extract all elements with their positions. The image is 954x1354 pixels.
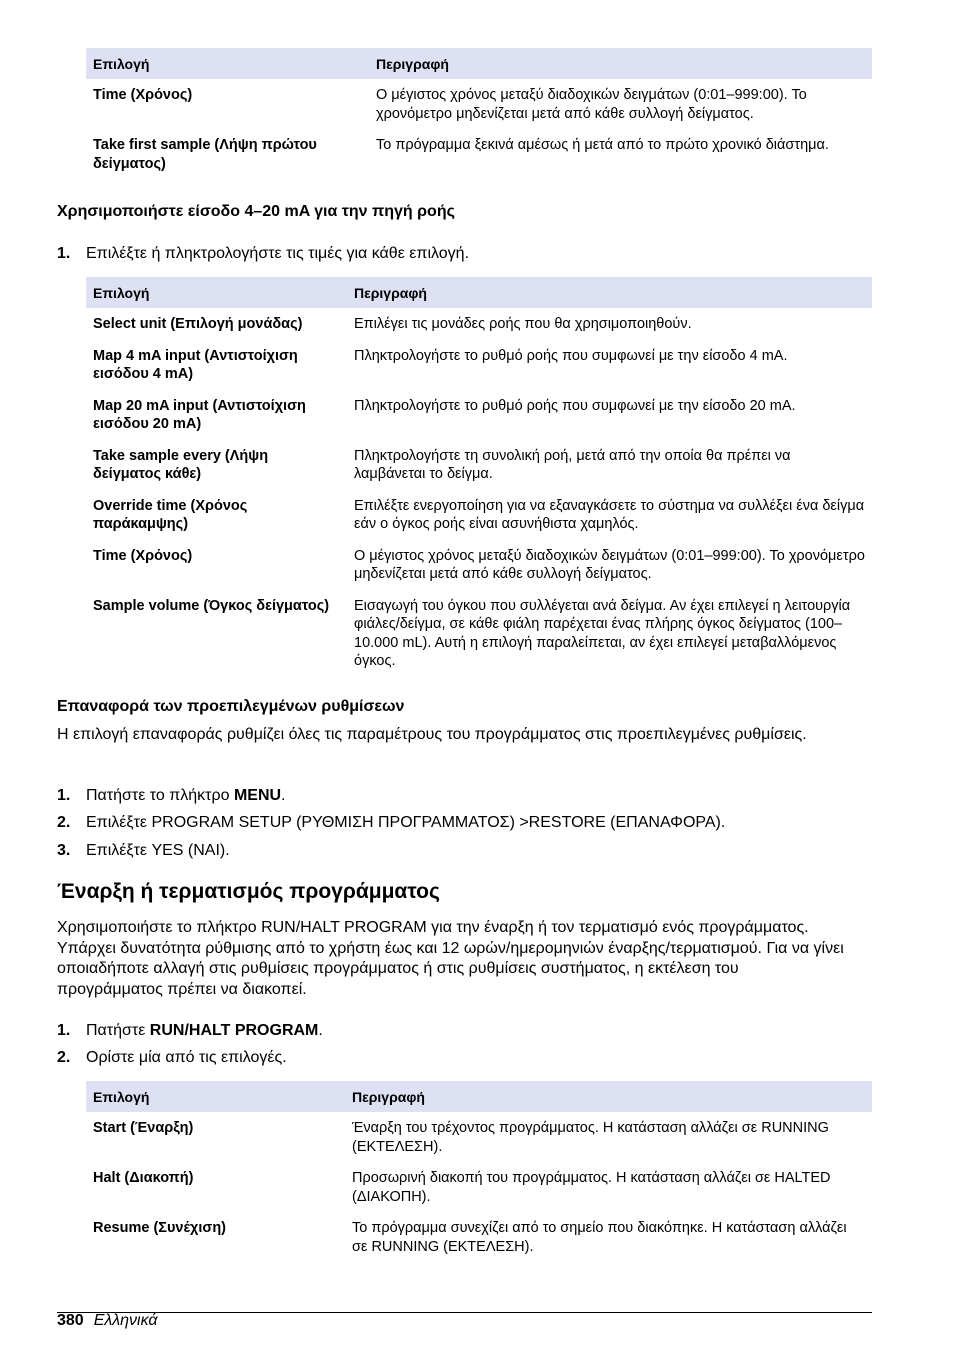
description-cell: Πληκτρολογήστε το ρυθμό ροής που συμφωνεί με την είσοδο 4 mA.	[354, 347, 788, 364]
column-header-option: Επιλογή	[86, 1081, 345, 1112]
description-cell: Το πρόγραμμα ξεκινά αμέσως ή μετά από το πρώτο χρονικό διάστημα.	[376, 137, 829, 153]
section-heading-4-20ma: Χρησιμοποιήστε είσοδο 4–20 mA για την πηγή ροής	[57, 203, 455, 220]
table-row	[86, 308, 872, 340]
table-row	[86, 490, 872, 540]
step-text-end: .	[281, 787, 286, 804]
step-text: Πατήστε	[86, 1022, 150, 1039]
step-text: Επιλέξτε PROGRAM SETUP (ΡΥΘΜΙΣΗ ΠΡΟΓΡΑΜΜΑΤΟΣ) >RESTORE (ΕΠΑΝΑΦΟΡΑ).	[86, 814, 726, 831]
step-text: Πατήστε το πλήκτρο	[86, 787, 234, 804]
key-name: RUN/HALT PROGRAM	[149, 1022, 319, 1039]
table-row	[86, 540, 872, 590]
step-text: Επιλέξτε YES (ΝΑΙ).	[86, 842, 230, 859]
step-number: 1.	[57, 1022, 71, 1039]
option-cell: Select unit (Επιλογή μονάδας)	[93, 316, 303, 332]
options-table-4-20ma	[86, 277, 872, 677]
column-header-option: Επιλογή	[86, 48, 369, 79]
column-header-option: Επιλογή	[86, 277, 347, 308]
description-cell: Επιλέξτε ενεργοποίηση για να εξαναγκάσετε το σύστημα να συλλέξει ένα δείγμα εάν ο όγκος ροής είναι ασυνήθιστα χαμηλός.	[354, 497, 865, 532]
step-item	[57, 813, 725, 833]
page-footer	[57, 1312, 158, 1330]
page-number: 380	[57, 1312, 84, 1329]
table-header-row	[86, 277, 872, 308]
table-row	[86, 79, 872, 129]
column-header-description: Περιγραφή	[369, 48, 872, 79]
description-cell: Το πρόγραμμα συνεχίζει από το σημείο που διακόπηκε. Η κατάσταση αλλάζει σε RUNNING (ΕΚΤΕΛΕΣΗ).	[352, 1220, 847, 1255]
column-header-description: Περιγραφή	[345, 1081, 872, 1112]
description-cell: Προσωρινή διακοπή του προγράμματος. Η κατάσταση αλλάζει σε HALTED (ΔΙΑΚΟΠΗ).	[352, 1170, 831, 1205]
step-number: 1.	[57, 245, 71, 262]
option-cell: Start (Έναρξη)	[93, 1120, 194, 1136]
option-cell: Time (Χρόνος)	[93, 87, 193, 103]
table-row	[86, 390, 872, 440]
table-row	[86, 1112, 872, 1162]
description-cell: Ο μέγιστος χρόνος μεταξύ διαδοχικών δειγμάτων (0:01–999:00). Το χρονόμετρο μηδενίζεται μετά από κάθε συλλογή δείγματος.	[376, 87, 807, 122]
key-name: MENU	[233, 787, 282, 804]
step-number: 2.	[57, 1049, 71, 1066]
footer-divider	[57, 1312, 872, 1313]
step-item	[57, 786, 286, 806]
table-row	[86, 129, 872, 179]
option-cell: Sample volume (Όγκος δείγματος)	[93, 597, 330, 614]
table-header-row	[86, 1081, 872, 1112]
page-title-start-stop-program: Έναρξη ή τερματισμός προγράμματος	[57, 880, 440, 903]
step-number: 2.	[57, 814, 71, 831]
option-cell: Resume (Συνέχιση)	[93, 1220, 226, 1236]
options-table-run-halt	[86, 1081, 872, 1262]
column-header-description: Περιγραφή	[347, 277, 872, 308]
table-row	[86, 440, 872, 490]
step-item	[57, 1021, 323, 1041]
option-cell: Halt (Διακοπή)	[93, 1170, 194, 1186]
table-row	[86, 1212, 872, 1262]
option-cell: Time (Χρόνος)	[93, 547, 193, 564]
table-row	[86, 340, 872, 390]
step-text: Επιλέξτε ή πληκτρολογήστε τις τιμές για κάθε επιλογή.	[86, 245, 470, 262]
description-cell: Έναρξη του τρέχοντος προγράμματος. Η κατάσταση αλλάζει σε RUNNING (ΕΚΤΕΛΕΣΗ).	[352, 1120, 829, 1155]
option-cell: Map 4 mA input (Αντιστοίχιση εισόδου 4 mA)	[93, 347, 298, 382]
step-item	[57, 841, 230, 861]
step-text: Ορίστε μία από τις επιλογές.	[86, 1049, 287, 1066]
table-row	[86, 1162, 872, 1212]
table-header-row	[86, 48, 872, 79]
section-heading-restore-defaults: Επαναφορά των προεπιλεγμένων ρυθμίσεων	[57, 698, 405, 715]
step-item	[57, 1048, 287, 1068]
description-cell: Επιλέγει τις μονάδες ροής που θα χρησιμοποιηθούν.	[354, 316, 692, 332]
section-intro: Η επιλογή επαναφοράς ρυθμίζει όλες τις παραμέτρους του προγράμματος στις προεπιλεγμένες ρυθμίσεις.	[57, 726, 807, 743]
step-text-end: .	[318, 1022, 323, 1039]
table-row	[86, 590, 872, 677]
option-cell: Take first sample (Λήψη πρώτου δείγματος)	[93, 137, 317, 172]
step-number: 3.	[57, 842, 71, 859]
description-cell: Πληκτρολογήστε τη συνολική ροή, μετά από την οποία θα πρέπει να λαμβάνεται το δείγμα.	[354, 447, 791, 482]
description-cell: Εισαγωγή του όγκου που συλλέγεται ανά δείγμα. Αν έχει επιλεγεί η λειτουργία φιάλες/δείγμα, σε κάθε φιάλη παρέχεται ένας πλήρης όγκος δείγματος (100–10.000 mL). Αυτή η επιλογή παραλείπεται, αν έχει επιλεγεί μεταβαλλόμενος όγκος.	[354, 597, 851, 669]
step-item	[57, 244, 469, 264]
option-cell: Map 20 mA input (Αντιστοίχιση εισόδου 20 mA)	[93, 397, 306, 432]
option-cell: Override time (Χρόνος παράκαμψης)	[93, 497, 248, 532]
options-table-time	[86, 48, 872, 179]
step-number: 1.	[57, 787, 71, 804]
option-cell: Take sample every (Λήψη δείγματος κάθε)	[93, 447, 269, 482]
footer-language: Ελληνικά	[93, 1312, 158, 1329]
section-intro: Χρησιμοποιήστε το πλήκτρο RUN/HALT PROGRAM για την έναρξη ή τον τερματισμό ενός προγράμματος. Υπάρχει δυνατότητα ρύθμισης από το χρήστη έως και 12 ωρών/ημερομηνιών έναρξης/τερματισμού. Για να γίνει οποιαδήποτε αλλαγή στις ρυθμίσεις προγράμματος ή στις ρυθμίσεις συστήματος, η εκτέλεση του προγράμματος πρέπει να διακοπεί.	[57, 919, 844, 998]
description-cell: Πληκτρολογήστε το ρυθμό ροής που συμφωνεί με την είσοδο 20 mA.	[354, 397, 796, 414]
description-cell: Ο μέγιστος χρόνος μεταξύ διαδοχικών δειγμάτων (0:01–999:00). Το χρονόμετρο μηδενίζεται μετά από κάθε συλλογή δείγματος.	[354, 547, 865, 582]
